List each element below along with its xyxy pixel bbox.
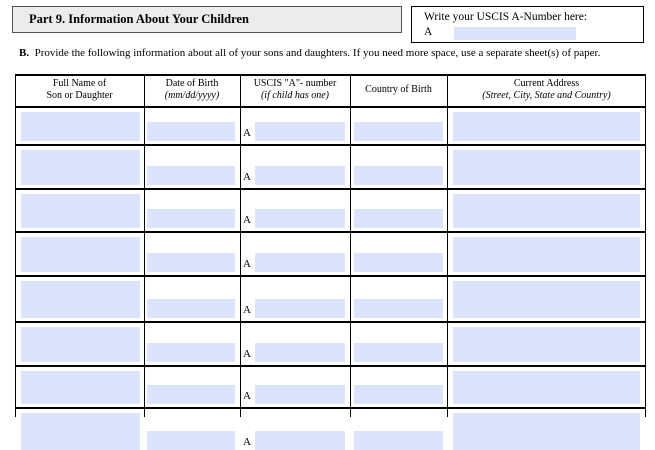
child-address-input[interactable]: [453, 371, 640, 404]
child-a-number-input[interactable]: [255, 385, 345, 404]
row-divider: [15, 74, 646, 76]
row-divider: [15, 407, 646, 409]
child-name-input[interactable]: [21, 413, 140, 450]
child-country-input[interactable]: [354, 166, 443, 185]
child-a-number-input[interactable]: [255, 343, 345, 362]
col-label: Date of Birth: [165, 78, 219, 89]
child-country-input[interactable]: [354, 209, 443, 228]
column-header-address: [447, 78, 646, 102]
col-sublabel: Son or Daughter: [46, 90, 113, 101]
a-number-prefix: A: [243, 258, 251, 270]
child-country-input[interactable]: [354, 385, 443, 404]
a-number-box: [411, 6, 644, 43]
a-number-prefix: A: [243, 171, 251, 183]
row-divider: [15, 275, 646, 277]
child-dob-input[interactable]: [147, 166, 235, 185]
child-dob-input[interactable]: [147, 431, 235, 450]
child-country-input[interactable]: [354, 299, 443, 318]
child-a-number-input[interactable]: [255, 299, 345, 318]
child-country-input[interactable]: [354, 431, 443, 450]
child-address-input[interactable]: [453, 112, 640, 141]
child-a-number-input[interactable]: [255, 253, 345, 272]
a-number-prefix: A: [243, 348, 251, 360]
child-dob-input[interactable]: [147, 299, 235, 318]
child-address-input[interactable]: [453, 237, 640, 272]
column-header-dob: [144, 78, 240, 102]
child-name-input[interactable]: [21, 371, 140, 404]
child-name-input[interactable]: [21, 237, 140, 272]
col-sublabel: (if child has one): [260, 90, 330, 101]
column-header-country: [350, 84, 447, 96]
child-dob-input[interactable]: [147, 209, 235, 228]
child-country-input[interactable]: [354, 122, 443, 141]
child-country-input[interactable]: [354, 253, 443, 272]
column-header-a-number: [240, 78, 350, 102]
row-divider: [15, 321, 646, 323]
a-number-prefix: A: [424, 26, 433, 38]
a-number-prefix: A: [243, 214, 251, 226]
child-a-number-input[interactable]: [255, 209, 345, 228]
child-country-input[interactable]: [354, 343, 443, 362]
instructions: [19, 47, 600, 59]
col-sublabel: (Street, City, State and Country): [482, 90, 611, 101]
row-divider: [15, 365, 646, 367]
part-9-header: [12, 6, 402, 33]
col-label: Full Name of: [52, 78, 107, 89]
row-divider: [15, 144, 646, 146]
child-a-number-input[interactable]: [255, 122, 345, 141]
child-name-input[interactable]: [21, 327, 140, 362]
col-label: Country of Birth: [365, 84, 432, 95]
child-a-number-input[interactable]: [255, 166, 345, 185]
a-number-prefix: A: [243, 436, 251, 448]
child-dob-input[interactable]: [147, 122, 235, 141]
col-sublabel: (mm/dd/yyyy): [164, 90, 220, 101]
a-number-prefix: A: [243, 127, 251, 139]
child-name-input[interactable]: [21, 150, 140, 185]
child-a-number-input[interactable]: [255, 431, 345, 450]
child-address-input[interactable]: [453, 194, 640, 228]
child-dob-input[interactable]: [147, 253, 235, 272]
col-label: USCIS "A"- number: [253, 78, 337, 89]
children-table: [15, 74, 646, 448]
a-number-prefix: A: [243, 390, 251, 402]
child-address-input[interactable]: [453, 281, 640, 318]
part-title: Part 9. Information About Your Children: [29, 12, 249, 26]
child-address-input[interactable]: [453, 150, 640, 185]
child-address-input[interactable]: [453, 413, 640, 450]
row-divider: [15, 106, 646, 108]
a-number-input[interactable]: [454, 27, 576, 40]
child-address-input[interactable]: [453, 327, 640, 362]
a-number-prefix: A: [243, 304, 251, 316]
col-label: Current Address: [513, 78, 580, 89]
row-divider: [15, 188, 646, 190]
child-name-input[interactable]: [21, 194, 140, 228]
instructions-text: Provide the following information about all of your sons and daughters. If you need more space, use a separate sheet(s) of paper.: [34, 47, 601, 59]
child-dob-input[interactable]: [147, 343, 235, 362]
instructions-letter: B.: [19, 47, 30, 59]
child-name-input[interactable]: [21, 112, 140, 141]
column-header-name: [15, 78, 144, 102]
child-dob-input[interactable]: [147, 385, 235, 404]
a-number-label: Write your USCIS A-Number here:: [424, 11, 588, 23]
row-divider: [15, 231, 646, 233]
child-name-input[interactable]: [21, 281, 140, 318]
